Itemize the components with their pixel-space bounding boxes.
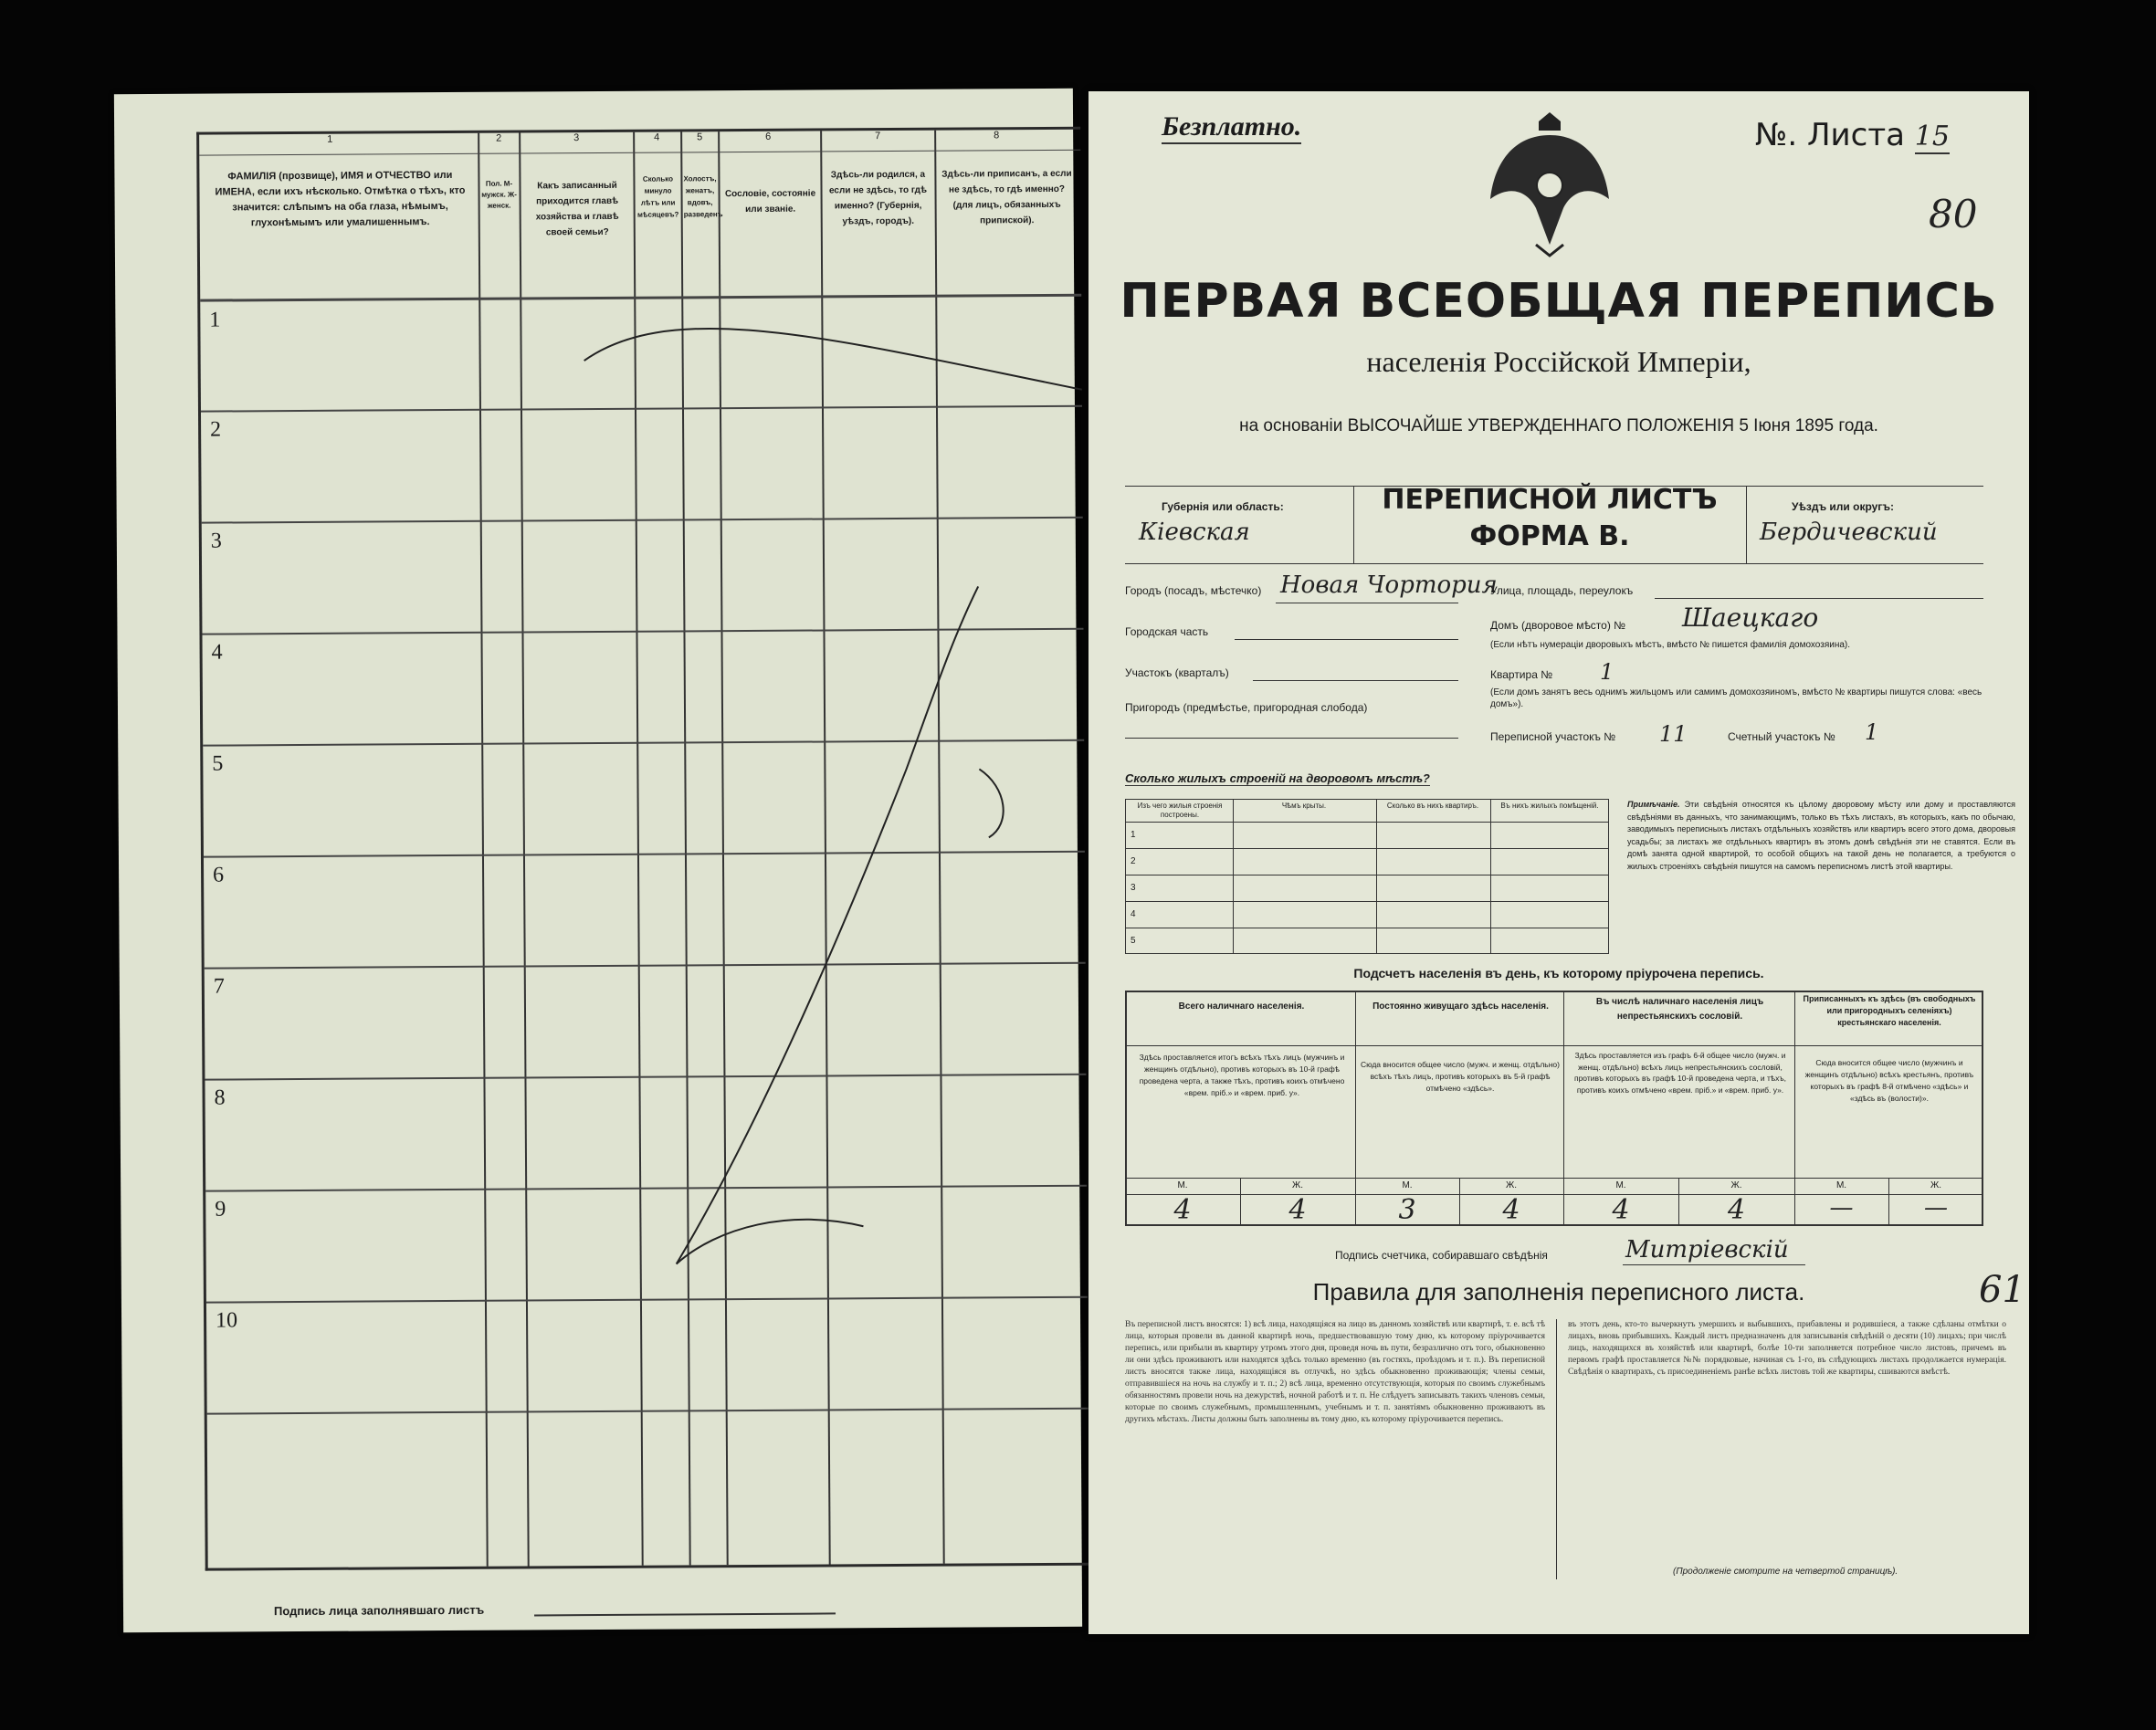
count-desc: Сюда вносится общее число (мужч. и женщ. отдѣльно) всѣхъ тѣхъ лицъ, противъ которыхъ въ 5-й графѣ отмѣчено «здѣсь».: [1361, 1060, 1560, 1093]
row-number: 7: [213, 974, 225, 999]
buildings-note: [1627, 799, 2015, 873]
enumerator-label: Подпись счетчика, собиравшаго свѣдѣнія: [1335, 1249, 1548, 1262]
sheet-number-value: 15: [1914, 121, 1950, 152]
signature-line: [534, 1612, 836, 1616]
signature-label: Подпись лица заполнявшаго листъ: [273, 1602, 485, 1619]
note-title: Примѣчаніе.: [1627, 800, 1680, 809]
count-header: Приписанныхъ къ здѣсь (въ свободныхъ или пригородныхъ селеніяхъ) крестьянскаго населенія.: [1803, 994, 1976, 1027]
buildings-row-number: 1: [1131, 830, 1136, 840]
town-label: Городъ (посадъ, мѣстечко): [1125, 584, 1262, 597]
count-col-divider: [1794, 991, 1795, 1226]
suburb-label: Пригородъ (предмѣстье, пригородная слобода): [1125, 701, 1368, 714]
counting-district-label: Счетный участокъ №: [1728, 730, 1835, 743]
apartment-value: 1: [1600, 659, 1614, 685]
column-header-estate: Сословіе, состояніе или званіе.: [724, 188, 816, 215]
count-header: Въ числѣ наличнаго населенія лицъ непрестьянскихъ сословій.: [1595, 997, 1764, 1022]
form-title: ПЕРЕПИСНОЙ ЛИСТЪ: [1382, 484, 1718, 516]
buildings-row-divider: [1125, 822, 1609, 823]
sex-label: Ж.: [1930, 1180, 1941, 1190]
row-number: 10: [215, 1308, 238, 1333]
buildings-row-number: 2: [1131, 856, 1136, 866]
province-label: Губернія или область:: [1162, 500, 1284, 513]
column-number: 1: [327, 133, 333, 145]
precinct-line: [1253, 680, 1458, 681]
census-main-title: ПЕРВАЯ ВСЕОБЩАЯ ПЕРЕПИСЬ: [1120, 274, 1998, 329]
suburb-line: [1125, 738, 1458, 739]
sheet-number-label: [1755, 117, 1950, 153]
rules-continue-note: (Продолженіе смотрите на четвертой страницѣ).: [1673, 1567, 1898, 1577]
row-number: 4: [211, 640, 223, 665]
sex-label: М.: [1402, 1180, 1413, 1190]
column-number: 3: [573, 132, 580, 144]
column-header-relation: Какъ записанный приходится главѣ хозяйства и главѣ своей семьи?: [535, 180, 619, 238]
header-box-divider: [1746, 486, 1747, 563]
row-number: 5: [212, 751, 224, 776]
house-note: (Если нѣтъ нумераціи дворовыхъ мѣстъ, вмѣсто № пишется фамилія домохозяина).: [1490, 640, 1851, 650]
sex-label: М.: [1615, 1180, 1626, 1190]
apartment-note: (Если домъ занятъ весь однимъ жильцомъ или самимъ домохозяиномъ, вмѣсто № квартиры пишутся слова: «весь домъ»).: [1490, 687, 1982, 709]
column-header-registered: Здѣсь-ли приписанъ, а если не здѣсь, то гдѣ именно? (для лицъ, обязанныхъ припиской).: [941, 168, 1072, 226]
buildings-row-divider: [1125, 901, 1609, 902]
street-label: Улица, площадь, переулокъ: [1490, 584, 1634, 597]
left-page: [114, 89, 1082, 1632]
column-header-age: Сколько минуло лѣтъ или мѣсяцевъ?: [636, 174, 679, 219]
archive-number: 80: [1929, 192, 1978, 236]
census-district-label: Переписной участокъ №: [1490, 730, 1616, 743]
count-col-divider: [1355, 991, 1356, 1226]
count-desc: Здѣсь проставляется итогъ всѣхъ тѣхъ лицъ (мужчинъ и женщинъ отдѣльно), противъ которыхъ въ 10-й графѣ проведена черта, а также тѣхъ, противъ коихъ отмѣчено «врем. пріб.» и «врем. приб. у».: [1139, 1053, 1345, 1097]
column-number: 4: [654, 131, 660, 143]
census-district-value: 11: [1659, 721, 1688, 747]
count-col-divider: [1563, 991, 1564, 1226]
town-part-line: [1235, 639, 1458, 640]
sex-label: Ж.: [1505, 1180, 1517, 1190]
house-label: Домъ (дворовое мѣсто) №: [1490, 619, 1626, 632]
town-value: Новая Чортория: [1280, 571, 1498, 599]
rules-column-divider: [1556, 1319, 1557, 1579]
note-text: Эти свѣдѣнія относятся къ цѣлому дворовому мѣсту или дому и проставляются свѣдѣніями въ данныхъ, что занимающимъ, только въ тѣхъ листахъ, въ которыхъ, какъ по обычаю, заводимыхъ переписныхъ листахъ отдѣльныхъ хозяйствъ или квартиръ всего этого дома, дворовыя усадьбы; за листахъ же отдѣльныхъ квартиръ въ этомъ домѣ свѣдѣнія эти не ставятся. Если въ домѣ занята одной квартирой, то особой общихъ на такой день не полагается, а требуются о жилыхъ строеніяхъ свѣдѣнія пишутся на самомъ переписномъ листѣ этой квартиры.: [1627, 800, 2015, 871]
sex-label: М.: [1835, 1180, 1847, 1190]
count-desc: Сюда вносится общее число (мужчинъ и женщинъ отдѣльно) всѣхъ крестьянъ, противъ которыхъ въ графѣ 8-й отмѣчено «здѣсь» и «здѣсь въ (волости)».: [1804, 1058, 1974, 1103]
street-line: [1655, 598, 1983, 599]
column-number: 6: [765, 131, 772, 142]
enumerator-signature: Митріевскій: [1625, 1236, 1789, 1263]
column-header-birthplace: Здѣсь-ли родился, а если не здѣсь, то гдѣ именно? (Губернія, уѣздъ, городъ).: [828, 169, 928, 227]
count-desc-divider: [1125, 1178, 1983, 1179]
sex-label: М.: [1177, 1180, 1188, 1190]
right-page: [1089, 91, 2029, 1634]
count-value: 4: [1612, 1194, 1630, 1226]
sex-label: Ж.: [1730, 1180, 1742, 1190]
count-value: 4: [1727, 1194, 1746, 1226]
buildings-row-number: 4: [1131, 909, 1136, 919]
precinct-label: Участокъ (кварталъ): [1125, 666, 1229, 679]
enumerator-line: [1623, 1264, 1805, 1265]
header-box-bottom: [1125, 563, 1983, 564]
row-number: 9: [215, 1197, 226, 1221]
buildings-row-divider: [1125, 848, 1609, 849]
side-mark: 61: [1979, 1269, 2025, 1311]
buildings-header: Чѣмъ крыты.: [1281, 802, 1327, 810]
column-number: 8: [994, 130, 1000, 142]
count-value: 4: [1502, 1194, 1520, 1226]
sex-label: Ж.: [1291, 1180, 1303, 1190]
handwritten-strike-mark: [199, 130, 1089, 1568]
census-basis: на основаніи ВЫСОЧАЙШЕ УТВЕРЖДЕННАГО ПОЛОЖЕНІЯ 5 Іюня 1895 года.: [1239, 416, 1878, 435]
row-number: 6: [213, 863, 225, 887]
column-header-marital: Холостъ, женатъ, вдовъ, разведенъ: [683, 174, 723, 219]
sheet-number-prefix: №. Листа: [1755, 117, 1905, 153]
rules-text-right: въ этотъ день, кто-то вычеркнутъ умершихъ и выбывшихъ, прибавлены и родившіеся, а также сдѣланы отмѣтки о лицахъ, вновь прибывшихъ. Каждый листъ предназначенъ для записыванія свѣдѣній о десяти (10) лицахъ; при числѣ лицъ, находящихся въ хозяйствѣ или квартирѣ, болѣе 10-ти заполняется потребное число листовъ, причемъ въ первомъ графѣ проставляется №№ порядковые, начиная съ 1-го, въ слѣдующихъ листахъ продолжается нумерація. Свѣдѣнія о квартирахъ, съ присоединеніемъ ранѣе всѣхъ листовъ той же квартиры, сшиваются вмѣстѣ.: [1568, 1320, 2006, 1377]
buildings-row-number: 5: [1131, 936, 1136, 946]
column-number: 5: [697, 131, 703, 143]
town-part-label: Городская часть: [1125, 625, 1209, 638]
count-value: —: [1829, 1194, 1854, 1221]
count-title: Подсчетъ населенія въ день, къ которому пріурочена перепись.: [1353, 966, 1764, 980]
counting-district-value: 1: [1865, 719, 1879, 745]
census-subtitle: населенія Россійской Имперіи,: [1366, 345, 1751, 378]
column-header-sex: Пол. М-мужск. Ж-женск.: [481, 179, 517, 210]
buildings-header: Въ нихъ жилыхъ помѣщеній.: [1500, 802, 1599, 810]
count-value: 4: [1173, 1194, 1192, 1226]
buildings-question: Сколько жилыхъ строеній на дворовомъ мѣстѣ?: [1125, 771, 1430, 785]
rules-text-left: Въ переписной листъ вносятся: 1) всѣ лица, находящіяся на лицо въ данномъ хозяйствѣ или квартирѣ, т. е. всѣ тѣ лица, которыя провели въ данной квартирѣ ночь, предшествовавшую тому дню, къ которому пріурочивается перепись, или прибыли въ квартиру утромъ этого дня, проведя ночь въ пути, безразлично отъ того, обыкновенно ли они здѣсь проживаютъ или находятся здѣсь только временно (въ гостяхъ, проѣздомъ и т. п.). Въ переписной листъ вносятся также лица, находящіяся въ отлучкѣ, но здѣсь обыкновенно проживающія; члены семьи, отправившіеся на ночь на службу и т. п.; 2) всѣ лица, временно отсутствующія, которыя по своимъ служебнымъ обязанностямъ провели ночь на дежурствѣ, ночной работѣ и т. п. Не слѣдуетъ записывать такихъ членовъ семьи, которые по своимъ служебнымъ, промышленнымъ, учебнымъ и т. п. занятіямъ обыкновенно проживаютъ въ другихъ мѣстахъ. Листы должны быть заполнены въ тому дню, къ которому пріурочивается перепись.: [1125, 1320, 1545, 1424]
column-number: 7: [875, 131, 881, 142]
row-number: 1: [209, 308, 221, 332]
house-value: Шаецкаго: [1682, 603, 1819, 633]
column-header-name: ФАМИЛІЯ (прозвище), ИМЯ и ОТЧЕСТВО или ИМЕНА, если ихъ нѣсколько. Отмѣтка о тѣхъ, кто значится: слѣпымъ на оба глаза, нѣмымъ, глухонѣмымъ или умалишеннымъ.: [215, 169, 466, 229]
row-number: 2: [210, 417, 222, 442]
free-label: Безплатно.: [1162, 111, 1301, 144]
count-desc: Здѣсь проставляется изъ графъ 6-й общее число (мужч. и женщ. отдѣльно) всѣхъ лицъ непрестьянскихъ сословій, противъ которыхъ въ графѣ 10-й проведена черта, и тѣхъ, противъ коихъ отмѣчено «врем. пріб.» и «врем. приб. у».: [1573, 1051, 1787, 1095]
count-value: —: [1924, 1194, 1948, 1221]
buildings-row-number: 3: [1131, 883, 1136, 893]
imperial-eagle-emblem: [1481, 108, 1618, 258]
row-number: 3: [210, 529, 222, 553]
buildings-header: Изъ чего жилыя строенія построены.: [1137, 802, 1223, 819]
count-header-divider: [1125, 1045, 1983, 1046]
count-header: Постоянно живущаго здѣсь населенія.: [1372, 1001, 1549, 1012]
apartment-label: Квартира №: [1490, 668, 1553, 681]
row-number: 8: [214, 1085, 226, 1110]
district-label: Уѣздъ или округъ:: [1792, 500, 1895, 513]
buildings-header: Сколько въ нихъ квартиръ.: [1386, 802, 1479, 810]
column-number: 2: [496, 132, 502, 144]
form-subtitle: ФОРМА В.: [1469, 520, 1630, 552]
persons-table: [196, 127, 1089, 1571]
count-value: 3: [1398, 1194, 1416, 1226]
district-value: Бердичевский: [1760, 519, 1938, 546]
count-value: 4: [1288, 1194, 1307, 1226]
count-header: Всего наличнаго населенія.: [1178, 1001, 1305, 1012]
rules-title: Правила для заполненія переписного листа.: [1312, 1278, 1805, 1305]
province-value: Кіевская: [1139, 519, 1250, 546]
